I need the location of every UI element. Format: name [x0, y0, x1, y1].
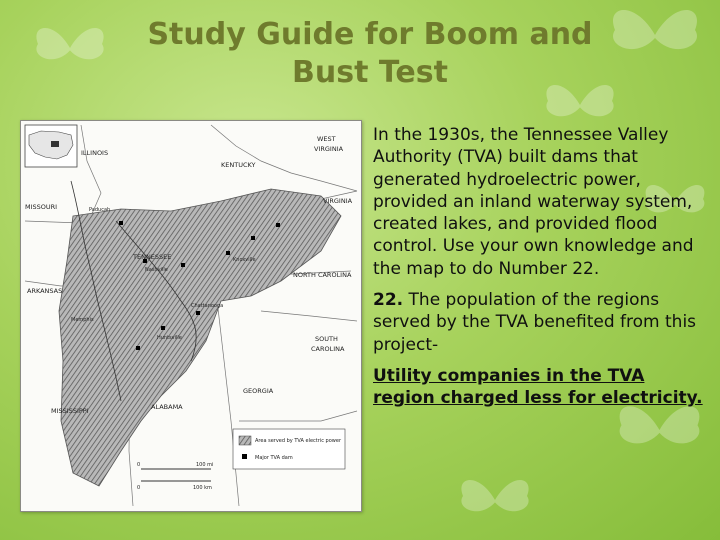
state-label: VIRGINIA: [314, 145, 344, 153]
state-label: MISSOURI: [25, 203, 58, 211]
scale-label: 100 mi: [196, 462, 214, 468]
map-scale: [137, 462, 213, 491]
tva-map-figure: [21, 121, 361, 511]
city-label: Nashville: [145, 267, 168, 273]
intro-paragraph: In the 1930s, the Tennessee Valley Authority (TVA) built dams that generated hydroelectric power, provided an inland waterway system, created lakes, and provided flood control. Use your own knowledge and the map to do Number 22.: [373, 125, 694, 279]
map-legend: [233, 429, 345, 469]
state-label: WEST: [317, 135, 336, 143]
question-22: [373, 289, 708, 356]
city-label: Chattanooga: [191, 303, 224, 309]
question-number: 22.: [373, 290, 404, 311]
slide-body: [373, 124, 708, 419]
question-text: The population of the regions served by the TVA benefited from this project-: [373, 290, 697, 355]
title-line-2: Bust Test: [292, 55, 448, 90]
legend-label-dam: Major TVA dam: [255, 455, 293, 461]
city-label: Memphis: [71, 317, 94, 323]
legend-swatch-dam: [242, 454, 247, 459]
state-label: TENNESSEE: [133, 253, 172, 261]
scale-label: 0: [137, 485, 141, 491]
state-label: MISSISSIPPI: [51, 407, 89, 415]
state-label: GEORGIA: [243, 387, 274, 395]
state-label: ALABAMA: [151, 403, 183, 411]
legend-label-served: Area served by TVA electric power: [255, 438, 342, 444]
title-line-1: Study Guide for Boom and: [147, 17, 593, 52]
butterfly-decoration: [455, 470, 535, 530]
state-label: ILLINOIS: [81, 149, 109, 157]
state-label: ARKANSAS: [27, 287, 63, 295]
state-label: SOUTH: [315, 335, 338, 343]
state-label: KENTUCKY: [221, 161, 256, 169]
us-inset-region: [51, 141, 59, 147]
scale-label: 100 km: [193, 485, 212, 491]
city-label: Paducah: [89, 207, 111, 213]
scale-label: 0: [137, 462, 141, 468]
city-label: Knoxville: [233, 257, 256, 263]
state-label: NORTH CAROLINA: [293, 271, 352, 279]
legend-swatch-served: [239, 436, 251, 445]
slide-title: [90, 16, 650, 92]
state-label: VIRGINIA: [323, 197, 353, 205]
state-label: CAROLINA: [311, 345, 345, 353]
tva-map: [20, 120, 362, 512]
answer-text: Utility companies in the TVA region charged less for electricity.: [373, 365, 703, 409]
city-label: Huntsville: [157, 335, 182, 341]
